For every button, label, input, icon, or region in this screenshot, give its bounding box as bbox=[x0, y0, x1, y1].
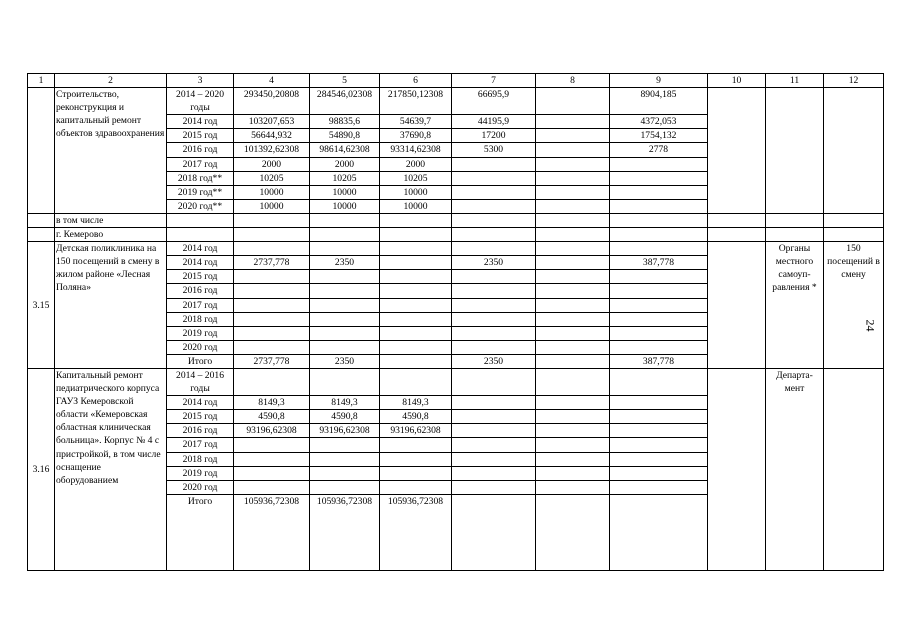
col-header-12: 12 bbox=[824, 74, 884, 88]
value-cell bbox=[452, 185, 536, 199]
period-cell: 2019 год bbox=[167, 326, 234, 340]
result-cell: 150 посещений в смену bbox=[824, 242, 884, 369]
empty-cell bbox=[452, 228, 536, 242]
value-cell bbox=[452, 242, 536, 256]
empty-cell bbox=[167, 213, 234, 227]
executor-cell bbox=[766, 88, 824, 214]
period-cell: Итого bbox=[167, 494, 234, 570]
value-cell bbox=[610, 494, 708, 570]
value-cell: 8149,3 bbox=[380, 396, 452, 410]
result-cell bbox=[824, 368, 884, 570]
value-cell: 10205 bbox=[310, 171, 380, 185]
value-cell bbox=[536, 354, 610, 368]
value-cell bbox=[536, 480, 610, 494]
value-cell: 10000 bbox=[310, 199, 380, 213]
row-number: 3.15 bbox=[28, 242, 55, 369]
value-cell: 2350 bbox=[452, 256, 536, 270]
empty-cell bbox=[452, 213, 536, 227]
value-cell bbox=[610, 480, 708, 494]
table-row bbox=[28, 242, 884, 256]
value-cell bbox=[536, 199, 610, 213]
empty-cell bbox=[234, 213, 310, 227]
value-cell: 10000 bbox=[234, 185, 310, 199]
col-header-5: 5 bbox=[310, 74, 380, 88]
value-cell bbox=[452, 480, 536, 494]
value-cell bbox=[310, 312, 380, 326]
value-cell bbox=[536, 242, 610, 256]
period-cell: 2017 год bbox=[167, 438, 234, 452]
period-cell: 2020 год** bbox=[167, 199, 234, 213]
value-cell bbox=[536, 494, 610, 570]
table-row bbox=[28, 213, 884, 227]
value-cell bbox=[536, 326, 610, 340]
value-cell bbox=[610, 284, 708, 298]
value-cell bbox=[452, 396, 536, 410]
value-cell: 105936,72308 bbox=[380, 494, 452, 570]
empty-cell bbox=[824, 213, 884, 227]
value-cell: 8904,185 bbox=[610, 88, 708, 115]
period-cell: 2020 год bbox=[167, 480, 234, 494]
value-cell bbox=[310, 368, 380, 395]
value-cell: 10000 bbox=[310, 185, 380, 199]
period-cell: 2018 год bbox=[167, 312, 234, 326]
value-cell bbox=[310, 284, 380, 298]
value-cell bbox=[310, 298, 380, 312]
value-cell bbox=[234, 326, 310, 340]
period-cell: 2016 год bbox=[167, 143, 234, 157]
period-cell: 2018 год** bbox=[167, 171, 234, 185]
value-cell: 2350 bbox=[310, 256, 380, 270]
empty-cell bbox=[536, 213, 610, 227]
value-cell: 2000 bbox=[310, 157, 380, 171]
value-cell bbox=[380, 256, 452, 270]
value-cell bbox=[610, 466, 708, 480]
empty-cell bbox=[766, 213, 824, 227]
value-cell bbox=[610, 452, 708, 466]
value-cell: 8149,3 bbox=[310, 396, 380, 410]
value-cell bbox=[610, 242, 708, 256]
value-cell bbox=[452, 312, 536, 326]
value-cell: 105936,72308 bbox=[234, 494, 310, 570]
value-cell bbox=[452, 410, 536, 424]
value-cell bbox=[452, 452, 536, 466]
value-cell bbox=[380, 242, 452, 256]
value-cell bbox=[310, 452, 380, 466]
empty-cell bbox=[380, 228, 452, 242]
value-cell bbox=[610, 326, 708, 340]
period-cell: 2017 год bbox=[167, 298, 234, 312]
value-cell bbox=[380, 480, 452, 494]
col-header-7: 7 bbox=[452, 74, 536, 88]
empty-cell bbox=[536, 228, 610, 242]
empty-cell bbox=[708, 88, 766, 214]
value-cell bbox=[452, 494, 536, 570]
period-cell: 2014 год bbox=[167, 115, 234, 129]
period-cell: Итого bbox=[167, 354, 234, 368]
col-header-1: 1 bbox=[28, 74, 55, 88]
value-cell: 105936,72308 bbox=[310, 494, 380, 570]
value-cell bbox=[536, 396, 610, 410]
col-header-4: 4 bbox=[234, 74, 310, 88]
value-cell bbox=[536, 256, 610, 270]
value-cell: 2000 bbox=[380, 157, 452, 171]
period-cell: 2015 год bbox=[167, 410, 234, 424]
value-cell bbox=[536, 368, 610, 395]
row-number: 3.16 bbox=[28, 368, 55, 570]
value-cell bbox=[380, 466, 452, 480]
value-cell bbox=[310, 340, 380, 354]
value-cell bbox=[380, 354, 452, 368]
empty-cell bbox=[310, 228, 380, 242]
value-cell: 4590,8 bbox=[310, 410, 380, 424]
value-cell bbox=[610, 424, 708, 438]
value-cell bbox=[610, 312, 708, 326]
value-cell bbox=[234, 270, 310, 284]
value-cell: 2737,778 bbox=[234, 256, 310, 270]
value-cell bbox=[380, 340, 452, 354]
period-cell: 2014 – 2016 годы bbox=[167, 368, 234, 395]
value-cell bbox=[452, 199, 536, 213]
table-row bbox=[28, 228, 884, 242]
value-cell bbox=[452, 284, 536, 298]
value-cell: 8149,3 bbox=[234, 396, 310, 410]
empty-cell bbox=[708, 242, 766, 369]
value-cell bbox=[536, 298, 610, 312]
period-cell: 2017 год bbox=[167, 157, 234, 171]
value-cell: 4590,8 bbox=[234, 410, 310, 424]
value-cell: 54890,8 bbox=[310, 129, 380, 143]
value-cell bbox=[452, 157, 536, 171]
value-cell bbox=[234, 480, 310, 494]
value-cell bbox=[380, 326, 452, 340]
value-cell: 10205 bbox=[380, 171, 452, 185]
col-header-2: 2 bbox=[55, 74, 167, 88]
empty-cell bbox=[708, 228, 766, 242]
period-cell: 2014 год bbox=[167, 396, 234, 410]
value-cell bbox=[380, 368, 452, 395]
value-cell bbox=[536, 410, 610, 424]
period-cell: 2015 год bbox=[167, 129, 234, 143]
value-cell: 17200 bbox=[452, 129, 536, 143]
value-cell: 217850,12308 bbox=[380, 88, 452, 115]
value-cell: 2737,778 bbox=[234, 354, 310, 368]
executor-cell: Департа-мент bbox=[766, 368, 824, 570]
row-number bbox=[28, 228, 55, 242]
value-cell: 293450,20808 bbox=[234, 88, 310, 115]
value-cell bbox=[452, 326, 536, 340]
value-cell bbox=[380, 270, 452, 284]
value-cell bbox=[452, 270, 536, 284]
value-cell bbox=[234, 284, 310, 298]
period-cell: 2018 год bbox=[167, 452, 234, 466]
value-cell: 284546,02308 bbox=[310, 88, 380, 115]
value-cell: 387,778 bbox=[610, 256, 708, 270]
value-cell bbox=[536, 340, 610, 354]
event-title: Строительство, реконструкция и капитальный ремонт объектов здравоохранения bbox=[55, 88, 167, 214]
value-cell: 10000 bbox=[380, 185, 452, 199]
value-cell bbox=[452, 424, 536, 438]
value-cell bbox=[234, 242, 310, 256]
result-cell bbox=[824, 88, 884, 214]
empty-cell bbox=[234, 228, 310, 242]
value-cell bbox=[452, 298, 536, 312]
value-cell: 4372,053 bbox=[610, 115, 708, 129]
empty-cell bbox=[708, 368, 766, 570]
value-cell: 93314,62308 bbox=[380, 143, 452, 157]
value-cell bbox=[610, 298, 708, 312]
table-row bbox=[28, 74, 884, 88]
value-cell bbox=[310, 480, 380, 494]
value-cell bbox=[610, 396, 708, 410]
value-cell: 93196,62308 bbox=[380, 424, 452, 438]
event-title: Детская поликлиника на 150 посещений в смену в жилом районе «Лесная Поляна» bbox=[55, 242, 167, 369]
value-cell bbox=[610, 185, 708, 199]
value-cell bbox=[536, 143, 610, 157]
event-title: Капитальный ремонт педиатрического корпуса ГАУЗ Кемеровской области «Кемеровская областная клиническая больница». Корпус № 4 с пристройкой, в том числе оснащение оборудованием bbox=[55, 368, 167, 570]
value-cell bbox=[234, 452, 310, 466]
value-cell: 10000 bbox=[380, 199, 452, 213]
value-cell bbox=[536, 312, 610, 326]
value-cell: 93196,62308 bbox=[234, 424, 310, 438]
executor-cell: Органы местного самоуп-равления * bbox=[766, 242, 824, 369]
empty-cell bbox=[610, 213, 708, 227]
value-cell: 2000 bbox=[234, 157, 310, 171]
value-cell bbox=[234, 466, 310, 480]
value-cell bbox=[610, 270, 708, 284]
value-cell bbox=[380, 312, 452, 326]
value-cell bbox=[310, 438, 380, 452]
value-cell bbox=[310, 326, 380, 340]
col-header-8: 8 bbox=[536, 74, 610, 88]
value-cell bbox=[234, 438, 310, 452]
col-header-6: 6 bbox=[380, 74, 452, 88]
value-cell: 4590,8 bbox=[380, 410, 452, 424]
empty-cell bbox=[380, 213, 452, 227]
value-cell: 66695,9 bbox=[452, 88, 536, 115]
row-number bbox=[28, 88, 55, 214]
value-cell: 98835,6 bbox=[310, 115, 380, 129]
period-cell: 2019 год bbox=[167, 466, 234, 480]
value-cell bbox=[380, 284, 452, 298]
col-header-10: 10 bbox=[708, 74, 766, 88]
value-cell bbox=[310, 242, 380, 256]
page-number: 24 bbox=[863, 319, 878, 332]
empty-cell bbox=[610, 228, 708, 242]
period-cell: 2020 год bbox=[167, 340, 234, 354]
value-cell: 101392,62308 bbox=[234, 143, 310, 157]
period-cell: 2016 год bbox=[167, 284, 234, 298]
value-cell bbox=[452, 171, 536, 185]
value-cell bbox=[536, 270, 610, 284]
value-cell: 2350 bbox=[452, 354, 536, 368]
value-cell bbox=[536, 185, 610, 199]
value-cell bbox=[452, 466, 536, 480]
value-cell: 93196,62308 bbox=[310, 424, 380, 438]
period-cell: 2014 – 2020 годы bbox=[167, 88, 234, 115]
value-cell bbox=[610, 199, 708, 213]
value-cell bbox=[536, 115, 610, 129]
value-cell bbox=[610, 171, 708, 185]
value-cell bbox=[536, 438, 610, 452]
value-cell: 10205 bbox=[234, 171, 310, 185]
value-cell bbox=[536, 157, 610, 171]
value-cell bbox=[234, 368, 310, 395]
value-cell bbox=[536, 88, 610, 115]
value-cell: 103207,653 bbox=[234, 115, 310, 129]
value-cell: 37690,8 bbox=[380, 129, 452, 143]
value-cell bbox=[452, 438, 536, 452]
value-cell: 2778 bbox=[610, 143, 708, 157]
empty-cell bbox=[310, 213, 380, 227]
row-number bbox=[28, 213, 55, 227]
period-cell: 2014 год bbox=[167, 242, 234, 256]
period-cell: 2016 год bbox=[167, 424, 234, 438]
value-cell bbox=[310, 466, 380, 480]
value-cell bbox=[610, 368, 708, 395]
value-cell bbox=[610, 438, 708, 452]
value-cell: 10000 bbox=[234, 199, 310, 213]
table-row bbox=[28, 88, 884, 115]
value-cell bbox=[536, 424, 610, 438]
budget-table bbox=[27, 73, 884, 571]
value-cell: 387,778 bbox=[610, 354, 708, 368]
city-label: г. Кемерово bbox=[55, 228, 167, 242]
value-cell bbox=[380, 452, 452, 466]
value-cell: 98614,62308 bbox=[310, 143, 380, 157]
value-cell: 56644,932 bbox=[234, 129, 310, 143]
value-cell bbox=[380, 438, 452, 452]
empty-cell bbox=[824, 228, 884, 242]
period-cell: 2014 год bbox=[167, 256, 234, 270]
value-cell bbox=[380, 298, 452, 312]
col-header-9: 9 bbox=[610, 74, 708, 88]
col-header-3: 3 bbox=[167, 74, 234, 88]
value-cell bbox=[234, 312, 310, 326]
value-cell: 1754,132 bbox=[610, 129, 708, 143]
empty-cell bbox=[708, 213, 766, 227]
value-cell bbox=[310, 270, 380, 284]
value-cell bbox=[536, 466, 610, 480]
value-cell bbox=[536, 452, 610, 466]
table-row bbox=[28, 368, 884, 395]
value-cell bbox=[452, 368, 536, 395]
value-cell: 54639,7 bbox=[380, 115, 452, 129]
period-cell: 2015 год bbox=[167, 270, 234, 284]
value-cell: 44195,9 bbox=[452, 115, 536, 129]
value-cell bbox=[234, 298, 310, 312]
period-cell: 2019 год** bbox=[167, 185, 234, 199]
value-cell: 2350 bbox=[310, 354, 380, 368]
value-cell bbox=[452, 340, 536, 354]
incl-label: в том числе bbox=[55, 213, 167, 227]
empty-cell bbox=[167, 228, 234, 242]
value-cell bbox=[536, 129, 610, 143]
value-cell bbox=[610, 340, 708, 354]
col-header-11: 11 bbox=[766, 74, 824, 88]
value-cell bbox=[536, 284, 610, 298]
value-cell bbox=[234, 340, 310, 354]
value-cell bbox=[536, 171, 610, 185]
empty-cell bbox=[766, 228, 824, 242]
value-cell bbox=[610, 157, 708, 171]
value-cell: 5300 bbox=[452, 143, 536, 157]
value-cell bbox=[610, 410, 708, 424]
